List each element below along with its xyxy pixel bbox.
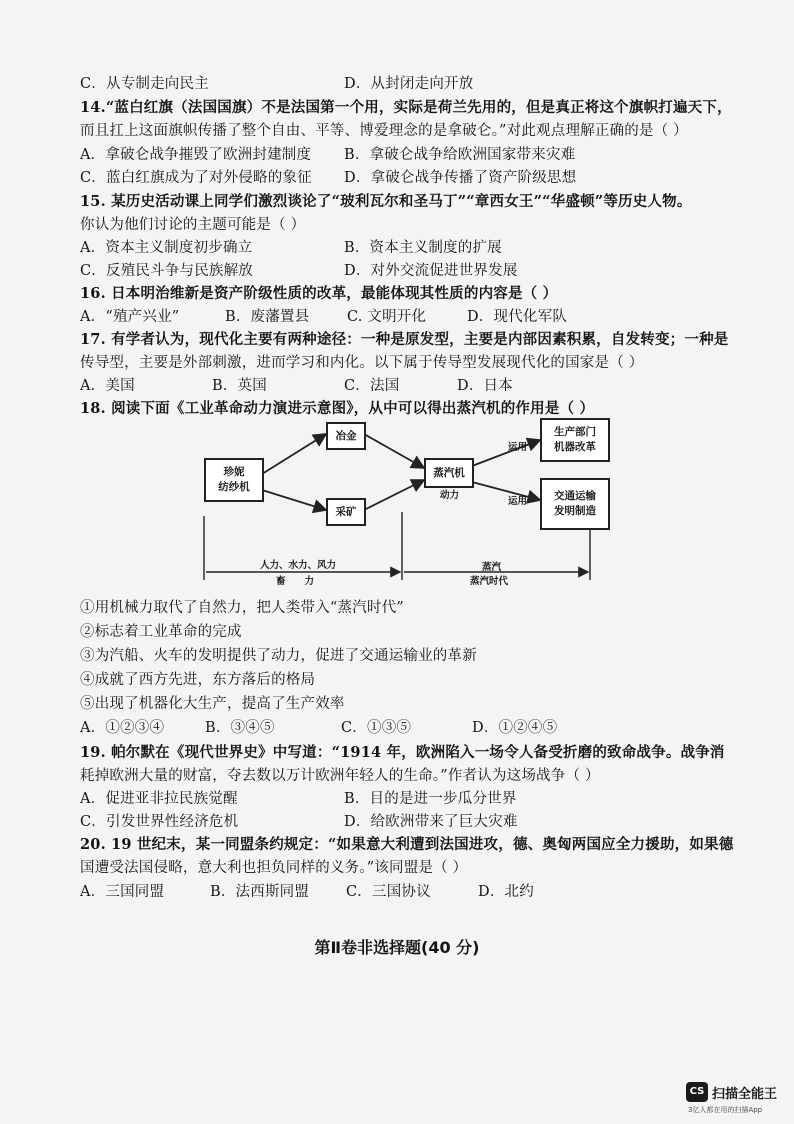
q17-stem-line1: 17. 有学者认为，现代化主要有两种途径：一种是原发型，主要是内部因素积累，自发转变；一种是	[80, 331, 729, 348]
label-era-manual: 人力、水力、风力	[260, 560, 337, 571]
q17-option-c: C．法国	[344, 378, 400, 394]
q19-option-c: C．引发世界性经济危机	[80, 814, 239, 830]
q20-option-b: B．法西斯同盟	[210, 884, 310, 900]
q17-stem-line2: 传导型，主要是外部刺激，进而学习和内化。以下属于传导型发展现代化的国家是（ ）	[80, 355, 644, 371]
q16-option-b: B．废藩置县	[225, 309, 310, 325]
q15-stem-line1: 15. 某历史活动课上同学们激烈谈论了“玻利瓦尔和圣马丁”“章西女王”“华盛顿”等历史人物。	[80, 193, 692, 210]
q18-option-c: C．①③⑤	[341, 720, 412, 736]
label-era-steam-age: 蒸汽时代	[470, 576, 509, 587]
q17-option-b: B．英国	[212, 378, 267, 394]
q13-option-c: C．从专制走向民主	[80, 76, 209, 92]
q19-option-b: B．目的是进一步瓜分世界	[344, 791, 517, 807]
q18-option-b: B．③④⑤	[205, 720, 275, 736]
q20-option-c: C．三国协议	[346, 884, 431, 900]
q20-stem-line2: 国遭受法国侵略，意大利也担负同样的义务。”该同盟是（ ）	[80, 860, 468, 876]
label-apply-top: 运用	[508, 442, 528, 453]
q13-option-d: D．从封闭走向开放	[344, 76, 474, 92]
q14-option-c: C．蓝白红旗成为了对外侵略的象征	[80, 170, 312, 186]
label-era-steam: 蒸汽	[482, 562, 502, 573]
q19-option-d: D．给欧洲带来了巨大灾难	[344, 814, 518, 830]
q17-option-d: D．日本	[457, 378, 513, 394]
label-apply-bottom: 运用	[508, 496, 528, 507]
q18-stem: 18. 阅读下面《工业革命动力演进示意图》，从中可以得出蒸汽机的作用是（ ）	[80, 400, 595, 417]
arrow-steam-to-transport	[472, 482, 540, 500]
q20-option-a: A．三国同盟	[80, 884, 165, 900]
box-production-machinery: 生产部门 机器改革	[540, 418, 610, 462]
camscanner-tagline: 3亿人都在用的扫描App	[688, 1106, 763, 1114]
arrow-textile-to-metallurgy	[262, 434, 326, 474]
q15-option-a: A．资本主义制度初步确立	[80, 240, 253, 256]
q15-option-b: B．资本主义制度的扩展	[344, 240, 502, 256]
q16-option-c: C. 文明开化	[347, 309, 427, 325]
q16-stem: 16. 日本明治维新是资产阶级性质的改革，最能体现其性质的内容是（ ）	[80, 285, 558, 302]
industrial-revolution-diagram	[180, 412, 620, 602]
section-ii-title: 第Ⅱ卷非选择题(40 分)	[314, 938, 480, 957]
q15-option-c: C．反殖民斗争与民族解放	[80, 263, 253, 279]
arrow-mining-to-steam	[364, 480, 424, 510]
camscanner-name: 扫描全能王	[712, 1087, 778, 1102]
q18-statement-3: ③为汽船、火车的发明提供了动力，促进了交通运输业的革新	[80, 648, 477, 664]
q18-statement-5: ⑤出现了机器化大生产，提高了生产效率	[80, 696, 345, 712]
arrow-textile-to-mining	[262, 490, 326, 510]
arrow-metallurgy-to-steam	[364, 434, 424, 468]
camscanner-logo-icon: CS	[686, 1082, 708, 1102]
q14-option-a: A．拿破仑战争摧毁了欧洲封建制度	[80, 147, 312, 163]
q14-stem-line2: 而且扛上这面旗帜传播了整个自由、平等、博爱理念的是拿破仑。”对此观点理解正确的是（ ）	[80, 123, 688, 139]
box-spinning-jenny: 珍妮 纺纱机	[204, 458, 264, 502]
q14-option-d: D．拿破仑战争传播了资产阶级思想	[344, 170, 577, 186]
q18-statement-4: ④成就了西方先进，东方落后的格局	[80, 672, 316, 688]
q15-stem-line2: 你认为他们讨论的主题可能是（ ）	[80, 217, 306, 233]
q18-option-a: A．①②③④	[80, 720, 165, 736]
q18-statement-1: ①用机械力取代了自然力，把人类带入“蒸汽时代”	[80, 600, 404, 616]
q16-option-a: A．“殖产兴业”	[80, 309, 180, 325]
q20-stem-line1: 20. 19 世纪末，某一同盟条约规定：“如果意大利遭到法国进攻，德、奥匈两国应全力援助，如果德	[80, 836, 734, 853]
q19-stem-line2: 耗掉欧洲大量的财富，夺去数以万计欧洲年轻人的生命。”作者认为这场战争（ ）	[80, 768, 600, 784]
box-mining: 采矿	[326, 498, 366, 526]
arrow-steam-to-production	[472, 440, 540, 466]
q19-option-a: A．促进亚非拉民族觉醒	[80, 791, 238, 807]
q14-stem-line1: 14.“蓝白红旗（法国国旗）不是法国第一个用，实际是荷兰先用的，但是真正将这个旗帜打遍天下，	[80, 99, 732, 116]
q18-statement-2: ②标志着工业革命的完成	[80, 624, 242, 640]
q17-option-a: A．美国	[80, 378, 135, 394]
box-steam-engine: 蒸汽机	[424, 458, 474, 488]
label-era-animal: 畜 力	[276, 576, 315, 587]
q18-option-d: D．①②④⑤	[472, 720, 558, 736]
q16-option-d: D．现代化军队	[467, 309, 568, 325]
label-power: 动力	[440, 490, 460, 501]
scanner-watermark	[686, 1080, 794, 1120]
box-metallurgy: 冶金	[326, 422, 366, 450]
q14-option-b: B．拿破仑战争给欧洲国家带来灾难	[344, 147, 576, 163]
q15-option-d: D．对外交流促进世界发展	[344, 263, 518, 279]
box-transport-invention: 交通运输 发明制造	[540, 478, 610, 530]
q19-stem-line1: 19. 帕尔默在《现代世界史》中写道：“1914 年，欧洲陷入一场令人备受折磨的致命战争。战争消	[80, 744, 725, 761]
q20-option-d: D．北约	[478, 884, 534, 900]
